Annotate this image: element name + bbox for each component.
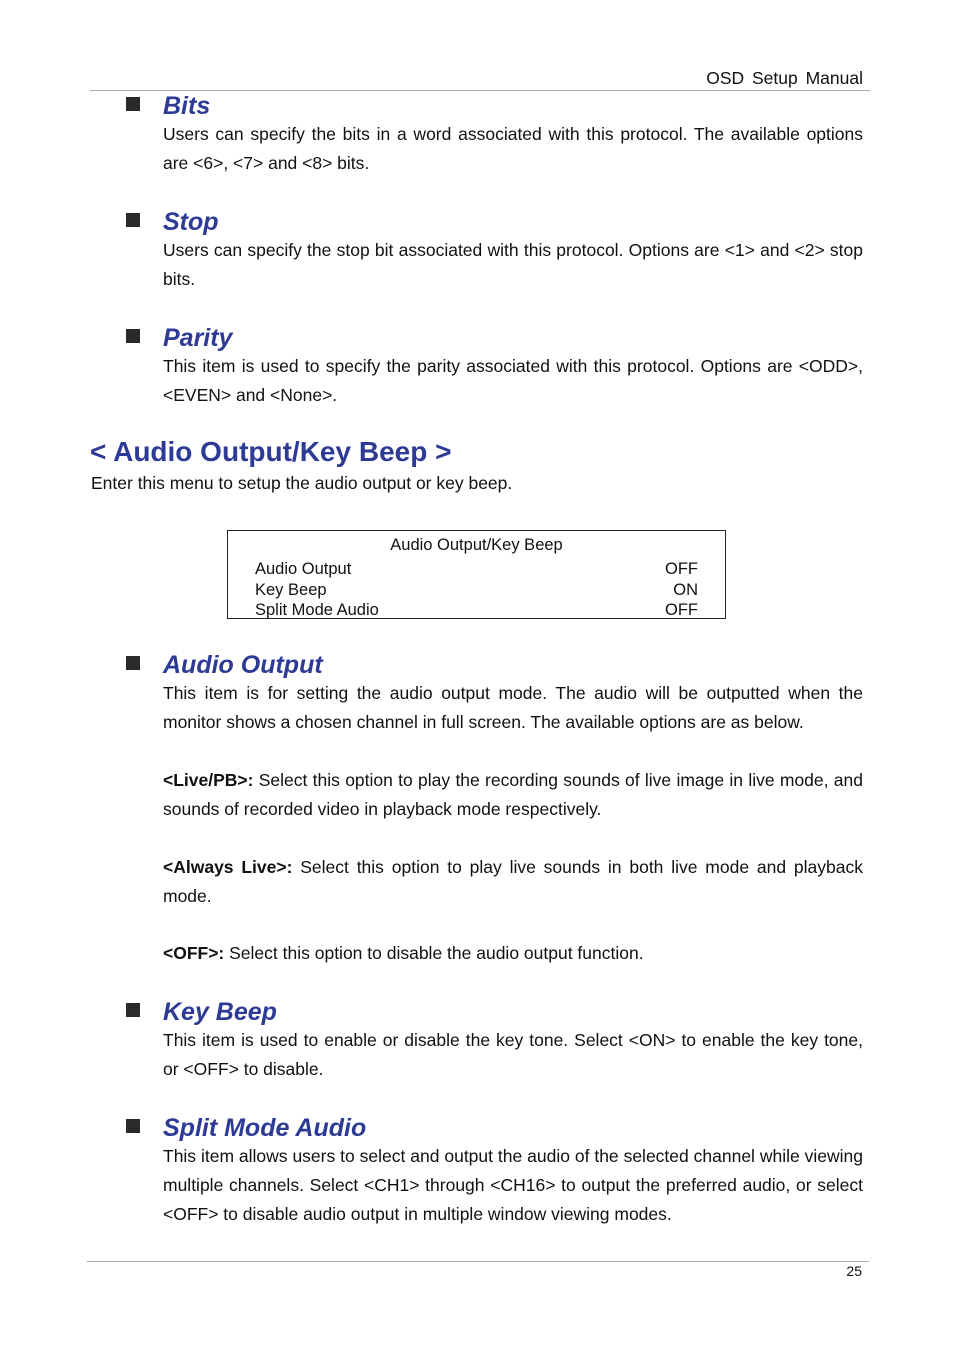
- menu-row-value: OFF: [665, 560, 698, 578]
- section-title-bits: [126, 91, 210, 121]
- osd-menu-box: [227, 530, 726, 619]
- section-text-split-mode-audio: This item allows users to select and output the audio of the selected channel while viewing multiple channels. Select <CH1> through <CH16> to output the preferred audio, or select <OFF> to disable audio output in multiple window viewing modes.: [163, 1146, 863, 1224]
- option-label: <Live/PB>:: [163, 770, 254, 790]
- section-text-stop: Users can specify the stop bit associated with this protocol. Options are <1> and <2> stop bits.: [163, 240, 863, 289]
- section-title-split-mode-audio: [126, 1113, 366, 1143]
- option-label: <OFF>:: [163, 943, 225, 963]
- section-text-bits: Users can specify the bits in a word associated with this protocol. The available options are <6>, <7> and <8> bits.: [163, 124, 863, 173]
- square-bullet-icon: [126, 1119, 140, 1133]
- option-live-pb: [163, 766, 863, 824]
- section-text-key-beep: This item is used to enable or disable the key tone. Select <ON> to enable the key tone, or <OFF> to disable.: [163, 1030, 863, 1079]
- square-bullet-icon: [126, 213, 140, 227]
- square-bullet-icon: [126, 97, 140, 111]
- option-label: <Always Live>:: [163, 857, 293, 877]
- menu-row-audio-output: [255, 560, 698, 579]
- menu-row-label: Audio Output: [255, 560, 352, 578]
- menu-row-label: Split Mode Audio: [255, 601, 379, 619]
- menu-row-value: OFF: [665, 601, 698, 619]
- option-text: Select this option to disable the audio output function.: [224, 943, 644, 963]
- intro-text: Enter this menu to setup the audio output or key beep.: [91, 473, 513, 493]
- page-heading: < Audio Output/Key Beep >: [90, 436, 452, 467]
- running-header: OSD Setup Manual: [706, 68, 863, 88]
- section-text-audio-output: This item is for setting the audio output mode. The audio will be outputted when the monitor shows a chosen channel in full screen. The available options are as below.: [163, 683, 863, 732]
- square-bullet-icon: [126, 329, 140, 343]
- section-title-text: Parity: [163, 324, 233, 352]
- square-bullet-icon: [126, 656, 140, 670]
- section-title-key-beep: [126, 997, 277, 1027]
- option-always-live: [163, 853, 863, 911]
- section-title-audio-output: [126, 650, 323, 680]
- option-text: Select this option to play live sounds in both live mode and playback mode.: [163, 857, 863, 906]
- menu-title: Audio Output/Key Beep: [390, 536, 563, 554]
- section-text-parity: This item is used to specify the parity associated with this protocol. Options are <ODD>, <EVEN> and <None>.: [163, 356, 863, 405]
- option-text: Select this option to play the recording sounds of live image in live mode, and sounds of recorded video in playback mode respectively.: [163, 770, 863, 819]
- section-title-text: Key Beep: [163, 998, 277, 1026]
- option-off: [163, 939, 863, 968]
- menu-row-label: Key Beep: [255, 581, 327, 599]
- menu-row-split-mode-audio: [255, 601, 698, 620]
- section-title-text: Stop: [163, 208, 219, 236]
- section-title-text: Audio Output: [163, 651, 323, 679]
- section-title-parity: [126, 323, 232, 353]
- footer-rule: [87, 1261, 869, 1262]
- section-title-stop: [126, 207, 219, 237]
- section-title-text: Split Mode Audio: [163, 1114, 367, 1142]
- menu-row-key-beep: [255, 581, 698, 600]
- section-title-text: Bits: [163, 92, 211, 120]
- page-number: 25: [846, 1263, 862, 1279]
- menu-row-value: ON: [673, 581, 698, 599]
- square-bullet-icon: [126, 1003, 140, 1017]
